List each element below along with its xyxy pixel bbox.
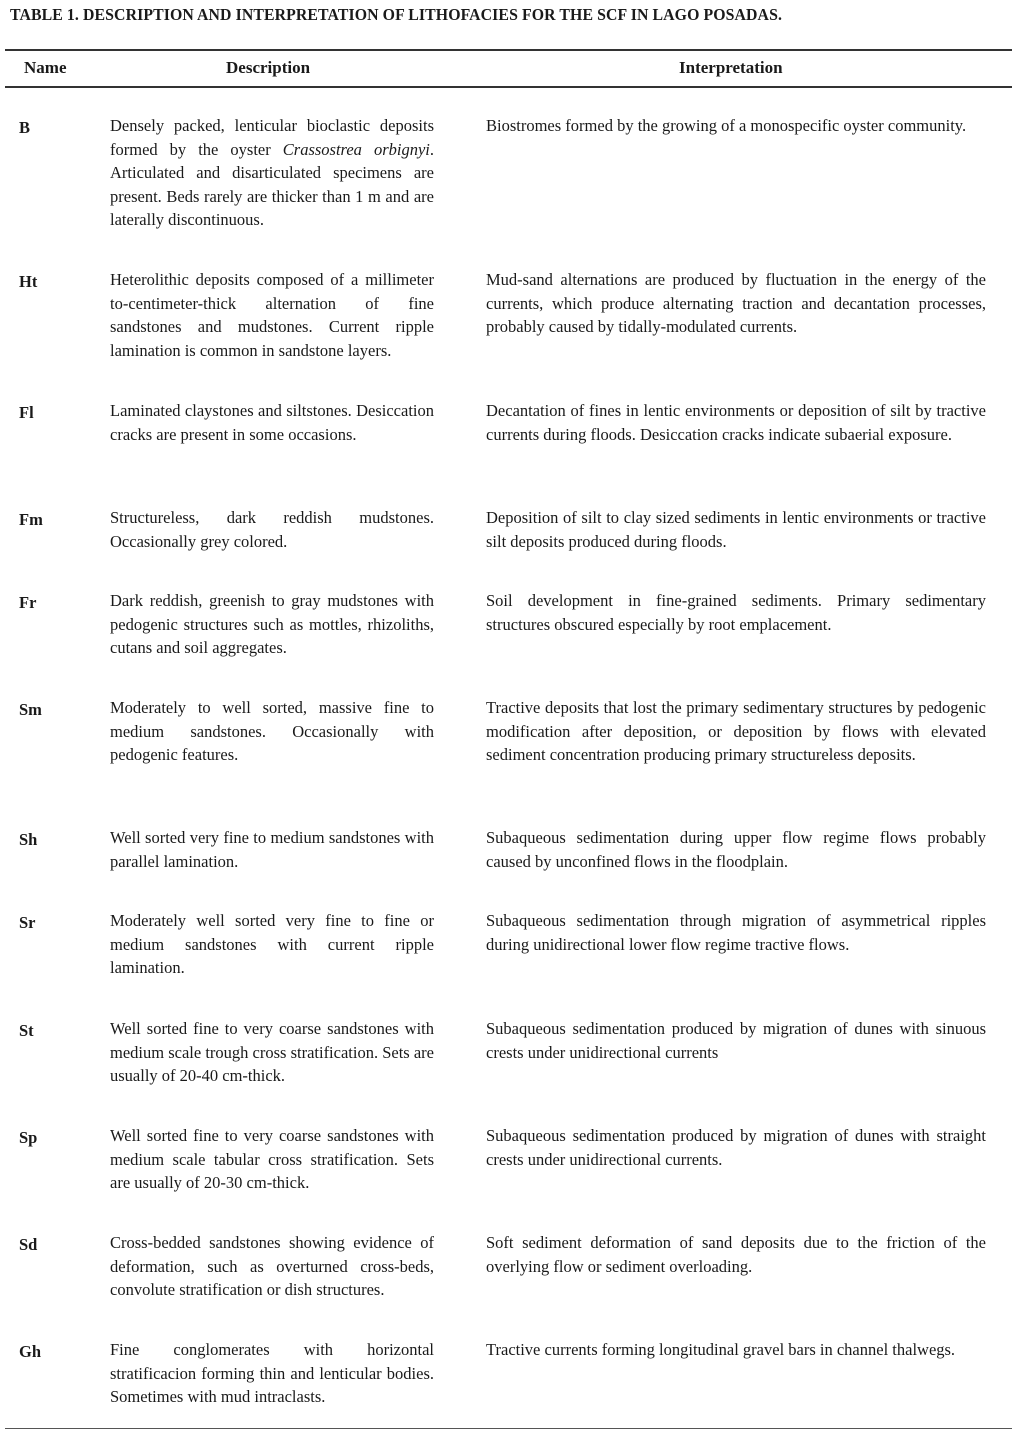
lithofacies-interpretation: Subaqueous sedimentation produced by migration of dunes with sinuous crests under unidirectional currents [486,1019,986,1062]
table-top-rule [5,49,1012,51]
lithofacies-interpretation: Subaqueous sedimentation during upper flow regime flows probably caused by unconfined flows in the floodplain. [486,828,986,871]
lithofacies-code: B [19,118,31,137]
lithofacies-code: Sd [19,1235,38,1254]
table-bottom-rule [5,1428,1012,1429]
lithofacies-interpretation: Subaqueous sedimentation produced by migration of dunes with straight crests under unidirectional currents. [486,1126,986,1169]
lithofacies-description: Moderately to well sorted, massive fine to medium sandstones. Occasionally with pedogenic features. [110,698,434,765]
lithofacies-description: Structureless, dark reddish mudstones. Occasionally grey colored. [110,508,434,551]
lithofacies-description: Well sorted very fine to medium sandstones with parallel lamination. [110,828,434,871]
lithofacies-interpretation: Soft sediment deformation of sand deposits due to the friction of the overlying flow or sediment overloading. [486,1233,986,1276]
lithofacies-interpretation: Mud-sand alternations are produced by fluctuation in the energy of the currents, which produce alternating traction and decantation processes, probably caused by tidally-modulated currents. [486,270,986,337]
lithofacies-code: Gh [19,1342,42,1361]
lithofacies-code: Fl [19,403,34,422]
lithofacies-code: Sm [19,700,42,719]
species-name: Crassostrea orbignyi [282,139,430,159]
header-rule [5,86,1012,88]
lithofacies-description: Cross-bedded sandstones showing evidence of deformation, such as overturned cross-beds, convolute stratification or dish structures. [110,1233,434,1300]
lithofacies-description: Laminated claystones and siltstones. Desiccation cracks are present in some occasions. [110,401,434,444]
lithofacies-description: Fine conglomerates with horizontal stratificacion forming thin and lenticular bodies. Sometimes with mud intraclasts. [110,1340,434,1407]
lithofacies-code: Ht [19,272,38,291]
lithofacies-interpretation: Subaqueous sedimentation through migration of asymmetrical ripples during unidirectional lower flow regime tractive flows. [486,911,986,954]
table-title: TABLE 1. DESCRIPTION AND INTERPRETATION OF LITHOFACIES FOR THE SCF IN LAGO POSADAS. [10,5,783,24]
lithofacies-interpretation: Biostromes formed by the growing of a monospecific oyster community. [486,116,967,135]
column-header-interpretation: Interpretation [679,58,783,77]
lithofacies-interpretation: Tractive deposits that lost the primary sedimentary structures by pedogenic modification after deposition, or deposition by flows with elevated sediment concentration producing primary structureless deposits. [486,698,986,765]
lithofacies-description: Dark reddish, greenish to gray mudstones with pedogenic structures such as mottles, rhizoliths, cutans and soil aggregates. [110,591,434,658]
lithofacies-description: Moderately well sorted very fine to fine or medium sandstones with current ripple lamination. [110,911,434,978]
lithofacies-description: Heterolithic deposits composed of a millimeter to-centimeter-thick alternation of fine sandstones and mudstones. Current ripple lamination is common in sandstone layers. [110,270,434,360]
lithofacies-code: Sp [19,1128,38,1147]
lithofacies-code: St [19,1021,34,1040]
column-header-name: Name [24,58,67,77]
lithofacies-description: Well sorted fine to very coarse sandstones with medium scale tabular cross stratification. Sets are usually of 20-30 cm-thick. [110,1126,434,1193]
lithofacies-code: Sh [19,830,38,849]
lithofacies-code: Fm [19,510,43,529]
lithofacies-interpretation: Deposition of silt to clay sized sediments in lentic environments or tractive silt deposits produced during floods. [486,508,986,551]
lithofacies-description: Well sorted fine to very coarse sandstones with medium scale trough cross stratification. Sets are usually of 20-40 cm-thick. [110,1019,434,1086]
lithofacies-code: Fr [19,593,37,612]
lithofacies-description: Densely packed, lenticular bioclastic deposits formed by the oyster Crassostrea orbignyi. Articulated and disarticulated specimens are present. Beds rarely are thicker than 1 m and are laterally discontinuous. [110,116,434,230]
lithofacies-code: Sr [19,913,36,932]
lithofacies-interpretation: Tractive currents forming longitudinal gravel bars in channel thalwegs. [486,1340,956,1359]
column-header-description: Description [226,58,311,77]
lithofacies-interpretation: Soil development in fine-grained sediments. Primary sedimentary structures obscured especially by root emplacement. [486,591,986,634]
lithofacies-interpretation: Decantation of fines in lentic environments or deposition of silt by tractive currents during floods. Desiccation cracks indicate subaerial exposure. [486,401,986,444]
